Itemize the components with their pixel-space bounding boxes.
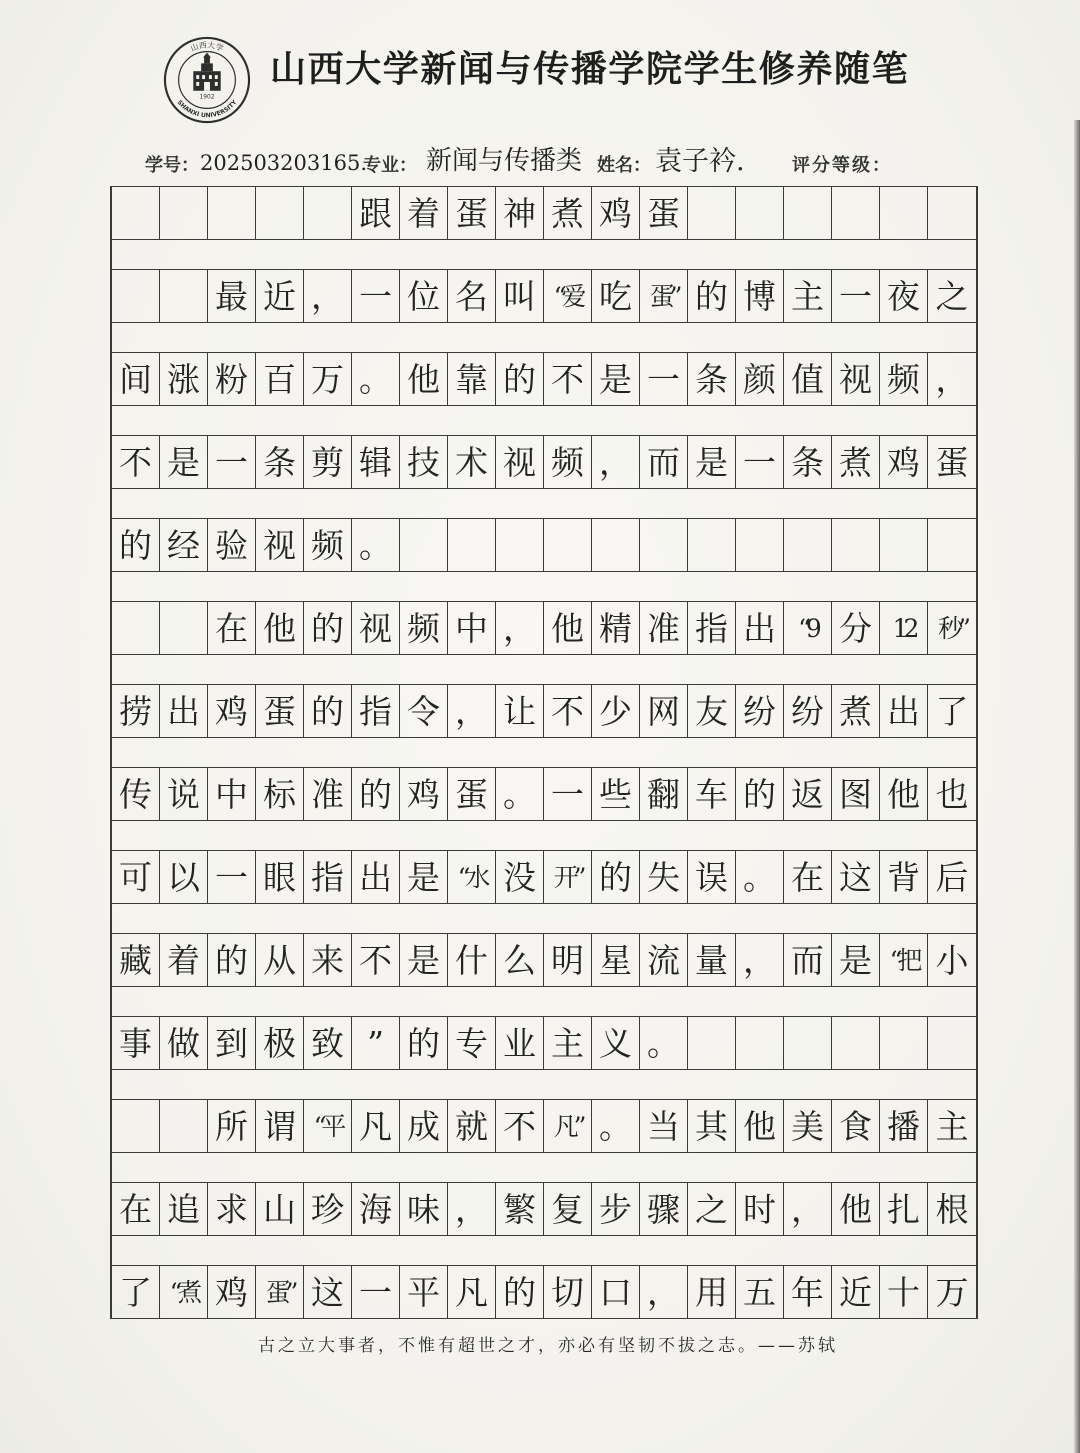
- grid-cell: [160, 187, 208, 239]
- grid-cell: 背: [880, 851, 928, 903]
- grid-cell: 这: [832, 851, 880, 903]
- grid-row: [112, 352, 976, 406]
- grid-cell: 博: [736, 270, 784, 322]
- grid-cell: 的: [304, 602, 352, 654]
- grid-cell: 一: [544, 768, 592, 820]
- grid-cell: [304, 187, 352, 239]
- grid-cell: 他: [832, 1183, 880, 1235]
- grid-cell: 一: [832, 270, 880, 322]
- grid-cell: 山: [256, 1183, 304, 1235]
- grid-cell: 扎: [880, 1183, 928, 1235]
- grid-cell: ，: [935, 359, 969, 399]
- grid-row: [112, 684, 976, 738]
- grid-cell: [256, 187, 304, 239]
- grid-cell: 的: [688, 270, 736, 322]
- grid-row: [112, 1182, 976, 1236]
- grid-cell: 神: [496, 187, 544, 239]
- grid-cell: 就: [448, 1100, 496, 1152]
- grid-cell: 频: [400, 602, 448, 654]
- grid-cell: 。: [496, 768, 544, 820]
- grid-cell: ，: [640, 1266, 688, 1318]
- grid-cell: 剪: [304, 436, 352, 488]
- grid-cell: 么: [496, 934, 544, 986]
- grid-cell: ，: [448, 685, 496, 737]
- grid-cell: 繁: [496, 1183, 544, 1235]
- grid-cell: 值: [784, 353, 832, 405]
- grid-cell: 当: [640, 1100, 688, 1152]
- grid-row: [112, 518, 976, 572]
- grid-cell: 了: [935, 691, 969, 731]
- grid-cell: 颜: [736, 353, 784, 405]
- grid-cell: 经: [160, 519, 208, 571]
- grid-cell: [928, 1017, 976, 1069]
- name-value: 袁子衿.: [655, 146, 745, 177]
- grid-cell: 凡”: [544, 1100, 592, 1152]
- grid-cell: 凡: [448, 1266, 496, 1318]
- grid-cell: 步: [592, 1183, 640, 1235]
- grid-cell: [688, 187, 736, 239]
- grid-cell: 叫: [496, 270, 544, 322]
- grid-cell: 分: [832, 602, 880, 654]
- grid-cell: 谓: [256, 1100, 304, 1152]
- grid-cell: 小: [935, 940, 969, 980]
- grid-cell: [688, 519, 736, 571]
- grid-cell: 指: [304, 851, 352, 903]
- grid-cell: 所: [208, 1100, 256, 1152]
- grid-cell: 传: [112, 768, 160, 820]
- grid-cell: [880, 187, 928, 239]
- grid-cell: 播: [880, 1100, 928, 1152]
- grid-cell: 的: [112, 519, 160, 571]
- grid-cell: 鸡: [592, 187, 640, 239]
- grid-cell: [880, 1017, 928, 1069]
- grid-cell: 业: [496, 1017, 544, 1069]
- grid-cell: 口: [592, 1266, 640, 1318]
- student-info-line: [0, 148, 1080, 184]
- grid-cell: 从: [256, 934, 304, 986]
- grid-cell: 蛋: [448, 187, 496, 239]
- grid-cell: [688, 1017, 736, 1069]
- grid-cell: 技: [400, 436, 448, 488]
- grid-cell: 十: [880, 1266, 928, 1318]
- grid-cell: 年: [784, 1266, 832, 1318]
- grid-cell: 跟: [352, 187, 400, 239]
- grid-cell: 视: [496, 436, 544, 488]
- grid-cell: 一: [736, 436, 784, 488]
- grid-cell: 其: [688, 1100, 736, 1152]
- grid-cell: [112, 270, 160, 322]
- grade-label: 评分等级：: [792, 155, 892, 176]
- grid-cell: 来: [304, 934, 352, 986]
- grid-row: [112, 435, 976, 489]
- grid-cell: [400, 519, 448, 571]
- building-icon: [193, 53, 220, 91]
- grid-row: [112, 269, 976, 323]
- grid-cell: 到: [208, 1017, 256, 1069]
- grid-cell: 根: [935, 1189, 969, 1229]
- grid-cell: 海: [352, 1183, 400, 1235]
- grid-cell: 用: [688, 1266, 736, 1318]
- essay-grid: [110, 186, 978, 1319]
- grid-cell: 求: [208, 1183, 256, 1235]
- grid-cell: 返: [784, 768, 832, 820]
- grid-cell: [448, 519, 496, 571]
- grid-cell: 鸡: [880, 436, 928, 488]
- page-title: 山西大学新闻与传播学院学生修养随笔: [270, 49, 910, 90]
- grid-cell: 专: [448, 1017, 496, 1069]
- grid-cell: 煮: [832, 685, 880, 737]
- grid-cell: “水: [448, 851, 496, 903]
- footer-quote: 古之立大事者，不惟有超世之才，亦必有坚韧不拔之志。——苏轼: [258, 1336, 838, 1356]
- grid-cell: 频: [304, 519, 352, 571]
- grid-cell: 最: [208, 270, 256, 322]
- grid-cell: 了: [112, 1266, 160, 1318]
- student-id-label: 学号：: [145, 155, 199, 176]
- grid-cell: 频: [544, 436, 592, 488]
- grid-cell: [832, 519, 880, 571]
- grid-cell: 义: [592, 1017, 640, 1069]
- grid-cell: 是: [400, 934, 448, 986]
- grid-cell: 在: [784, 851, 832, 903]
- grid-cell: 车: [688, 768, 736, 820]
- grid-cell: 美: [784, 1100, 832, 1152]
- grid-cell: 追: [160, 1183, 208, 1235]
- grid-cell: 说: [160, 768, 208, 820]
- grid-cell: 一: [352, 1266, 400, 1318]
- university-seal-logo: [163, 36, 251, 124]
- grid-cell: [784, 1017, 832, 1069]
- grid-cell: 秒”: [938, 613, 966, 643]
- grid-cell: ，: [592, 436, 640, 488]
- grid-cell: 主: [935, 1106, 969, 1146]
- grid-cell: 蛋: [256, 685, 304, 737]
- grid-cell: [160, 602, 208, 654]
- grid-cell: 。: [352, 353, 400, 405]
- grid-cell: 是: [400, 851, 448, 903]
- grid-cell: 鸡: [208, 685, 256, 737]
- grid-cell: 网: [640, 685, 688, 737]
- grid-cell: 珍: [304, 1183, 352, 1235]
- grid-cell: 粉: [208, 353, 256, 405]
- grid-cell: 视: [832, 353, 880, 405]
- grid-cell: 近: [256, 270, 304, 322]
- grid-cell: ，: [304, 270, 352, 322]
- grid-cell: 百: [256, 353, 304, 405]
- grid-cell: 一: [640, 353, 688, 405]
- grid-cell: 的: [304, 685, 352, 737]
- grid-cell: 这: [304, 1266, 352, 1318]
- grid-cell: 极: [256, 1017, 304, 1069]
- grid-row: [112, 767, 976, 821]
- grid-cell: [928, 519, 976, 571]
- grid-cell: “把: [880, 934, 928, 986]
- grid-cell: [928, 187, 976, 239]
- grid-cell: 纷: [736, 685, 784, 737]
- grid-cell: 蛋: [448, 768, 496, 820]
- grid-cell: [496, 519, 544, 571]
- grid-cell: 煮: [544, 187, 592, 239]
- grid-cell: 不: [544, 353, 592, 405]
- grid-cell: 做: [160, 1017, 208, 1069]
- grid-cell: 煮: [832, 436, 880, 488]
- grid-cell: 可: [112, 851, 160, 903]
- grid-cell: [208, 187, 256, 239]
- grid-cell: 骤: [640, 1183, 688, 1235]
- grid-cell: 出: [880, 685, 928, 737]
- grid-cell: [112, 1100, 160, 1152]
- grid-cell: 捞: [112, 685, 160, 737]
- grid-cell: 后: [935, 857, 969, 897]
- grid-cell: 条: [688, 353, 736, 405]
- grid-cell: 的: [496, 353, 544, 405]
- grid-cell: ，: [448, 1183, 496, 1235]
- grid-cell: 不: [112, 436, 160, 488]
- grid-cell: 出: [352, 851, 400, 903]
- grid-cell: [880, 519, 928, 571]
- grid-cell: 切: [544, 1266, 592, 1318]
- grid-cell: [544, 519, 592, 571]
- grid-cell: 复: [544, 1183, 592, 1235]
- grid-cell: 精: [592, 602, 640, 654]
- grid-cell: 开”: [544, 851, 592, 903]
- grid-cell: [832, 187, 880, 239]
- grid-cell: 他: [256, 602, 304, 654]
- grid-cell: “爱: [544, 270, 592, 322]
- grid-cell: 万: [935, 1272, 969, 1312]
- grid-row: [112, 186, 976, 240]
- grid-cell: 量: [688, 934, 736, 986]
- grid-cell: “煮: [160, 1266, 208, 1318]
- grid-cell: 图: [832, 768, 880, 820]
- grid-cell: 蛋”: [256, 1266, 304, 1318]
- grid-cell: 指: [688, 602, 736, 654]
- grid-cell: 准: [640, 602, 688, 654]
- grid-cell: 流: [640, 934, 688, 986]
- grid-row: [112, 850, 976, 904]
- grid-cell: 中: [208, 768, 256, 820]
- grid-cell: ，: [496, 602, 544, 654]
- grid-cell: 位: [400, 270, 448, 322]
- grid-cell: 蛋: [640, 187, 688, 239]
- grid-cell: 的: [736, 768, 784, 820]
- grid-cell: 间: [112, 353, 160, 405]
- seal-bottom-text: SHANXI UNIVERSITY: [175, 99, 239, 120]
- grid-cell: 眼: [256, 851, 304, 903]
- grid-cell: 致: [304, 1017, 352, 1069]
- grid-row: [112, 1099, 976, 1153]
- name-label: 姓名：: [597, 155, 651, 176]
- grid-cell: 。: [592, 1100, 640, 1152]
- grid-cell: 藏: [112, 934, 160, 986]
- grid-cell: 中: [448, 602, 496, 654]
- major-value: 新闻与传播类: [426, 146, 583, 176]
- grid-cell: 一: [352, 270, 400, 322]
- grid-cell: 夜: [880, 270, 928, 322]
- grid-cell: 凡: [352, 1100, 400, 1152]
- grid-cell: [784, 519, 832, 571]
- major-label: 专业：: [363, 155, 417, 176]
- grid-cell: 友: [688, 685, 736, 737]
- grid-cell: 验: [208, 519, 256, 571]
- grid-cell: ，: [736, 934, 784, 986]
- grid-cell: 主: [544, 1017, 592, 1069]
- grid-cell: 着: [160, 934, 208, 986]
- grid-row: [112, 601, 976, 655]
- grid-cell: 条: [256, 436, 304, 488]
- grid-cell: 视: [256, 519, 304, 571]
- grid-cell: 而: [784, 934, 832, 986]
- grid-cell: “平: [304, 1100, 352, 1152]
- grid-cell: 。: [352, 519, 400, 571]
- grid-cell: [160, 270, 208, 322]
- grid-cell: 是: [592, 353, 640, 405]
- grid-row: [112, 1265, 976, 1319]
- grid-cell: 让: [496, 685, 544, 737]
- grid-cell: “9: [784, 602, 832, 654]
- grid-cell: 涨: [160, 353, 208, 405]
- grid-cell: 指: [352, 685, 400, 737]
- grid-cell: 鸡: [208, 1266, 256, 1318]
- grid-cell: 吃: [592, 270, 640, 322]
- grid-cell: 是: [688, 436, 736, 488]
- grid-cell: 不: [496, 1100, 544, 1152]
- grid-cell: 少: [592, 685, 640, 737]
- grid-cell: 视: [352, 602, 400, 654]
- grid-cell: [736, 1017, 784, 1069]
- grid-cell: 星: [592, 934, 640, 986]
- grid-cell: 出: [736, 602, 784, 654]
- grid-cell: 平: [400, 1266, 448, 1318]
- grid-cell: ”: [352, 1017, 400, 1069]
- grid-cell: 之: [688, 1183, 736, 1235]
- grid-cell: [736, 187, 784, 239]
- grid-cell: [784, 187, 832, 239]
- grid-cell: 近: [832, 1266, 880, 1318]
- grid-cell: 出: [160, 685, 208, 737]
- grid-cell: 蛋: [935, 442, 969, 482]
- grid-cell: ，: [784, 1183, 832, 1235]
- grid-cell: 而: [640, 436, 688, 488]
- grid-cell: 靠: [448, 353, 496, 405]
- grid-cell: 他: [736, 1100, 784, 1152]
- grid-cell: 是: [832, 934, 880, 986]
- grid-cell: 的: [208, 934, 256, 986]
- grid-cell: 失: [640, 851, 688, 903]
- grid-cell: 一: [208, 851, 256, 903]
- grid-cell: 蛋”: [640, 270, 688, 322]
- seal-year: 1902: [199, 94, 215, 101]
- grid-row: [112, 933, 976, 987]
- grid-cell: 万: [304, 353, 352, 405]
- grid-cell: 明: [544, 934, 592, 986]
- grid-cell: 事: [112, 1017, 160, 1069]
- grid-cell: 准: [304, 768, 352, 820]
- page-edge-shadow: [1074, 120, 1080, 1453]
- grid-cell: [112, 602, 160, 654]
- grid-cell: 的: [352, 768, 400, 820]
- grid-cell: 着: [400, 187, 448, 239]
- grid-cell: 什: [448, 934, 496, 986]
- grid-cell: 他: [880, 768, 928, 820]
- grid-cell: 辑: [352, 436, 400, 488]
- grid-cell: 主: [784, 270, 832, 322]
- grid-cell: 是: [160, 436, 208, 488]
- grid-cell: 的: [496, 1266, 544, 1318]
- grid-cell: 一: [208, 436, 256, 488]
- grid-cell: 不: [544, 685, 592, 737]
- grid-cell: 以: [160, 851, 208, 903]
- grid-cell: 在: [208, 602, 256, 654]
- grid-cell: [640, 519, 688, 571]
- grid-cell: 鸡: [400, 768, 448, 820]
- grid-cell: 令: [400, 685, 448, 737]
- grid-cell: 名: [448, 270, 496, 322]
- grid-cell: 他: [544, 602, 592, 654]
- grid-cell: 没: [496, 851, 544, 903]
- grid-cell: 成: [400, 1100, 448, 1152]
- grid-row: [112, 1016, 976, 1070]
- grid-cell: 。: [736, 851, 784, 903]
- student-id-value: 202503203165.: [200, 151, 368, 175]
- grid-cell: [112, 187, 160, 239]
- grid-cell: 翻: [640, 768, 688, 820]
- grid-cell: 在: [112, 1183, 160, 1235]
- grid-cell: 时: [736, 1183, 784, 1235]
- grid-cell: 标: [256, 768, 304, 820]
- grid-cell: 之: [935, 276, 969, 316]
- grid-cell: 。: [640, 1017, 688, 1069]
- grid-cell: 术: [448, 436, 496, 488]
- grid-cell: [736, 519, 784, 571]
- grid-cell: 的: [592, 851, 640, 903]
- grid-cell: 纷: [784, 685, 832, 737]
- grid-cell: 12: [880, 602, 928, 654]
- grid-cell: 五: [736, 1266, 784, 1318]
- grid-cell: 些: [592, 768, 640, 820]
- grid-cell: 他: [400, 353, 448, 405]
- grid-cell: [832, 1017, 880, 1069]
- grid-cell: 食: [832, 1100, 880, 1152]
- grid-cell: 频: [880, 353, 928, 405]
- grid-cell: 不: [352, 934, 400, 986]
- grid-cell: 也: [935, 774, 969, 814]
- grid-cell: 误: [688, 851, 736, 903]
- grid-cell: [592, 519, 640, 571]
- grid-cell: 味: [400, 1183, 448, 1235]
- grid-cell: 的: [400, 1017, 448, 1069]
- seal-top-text: 山西大学: [189, 40, 225, 54]
- grid-cell: 条: [784, 436, 832, 488]
- grid-cell: [160, 1100, 208, 1152]
